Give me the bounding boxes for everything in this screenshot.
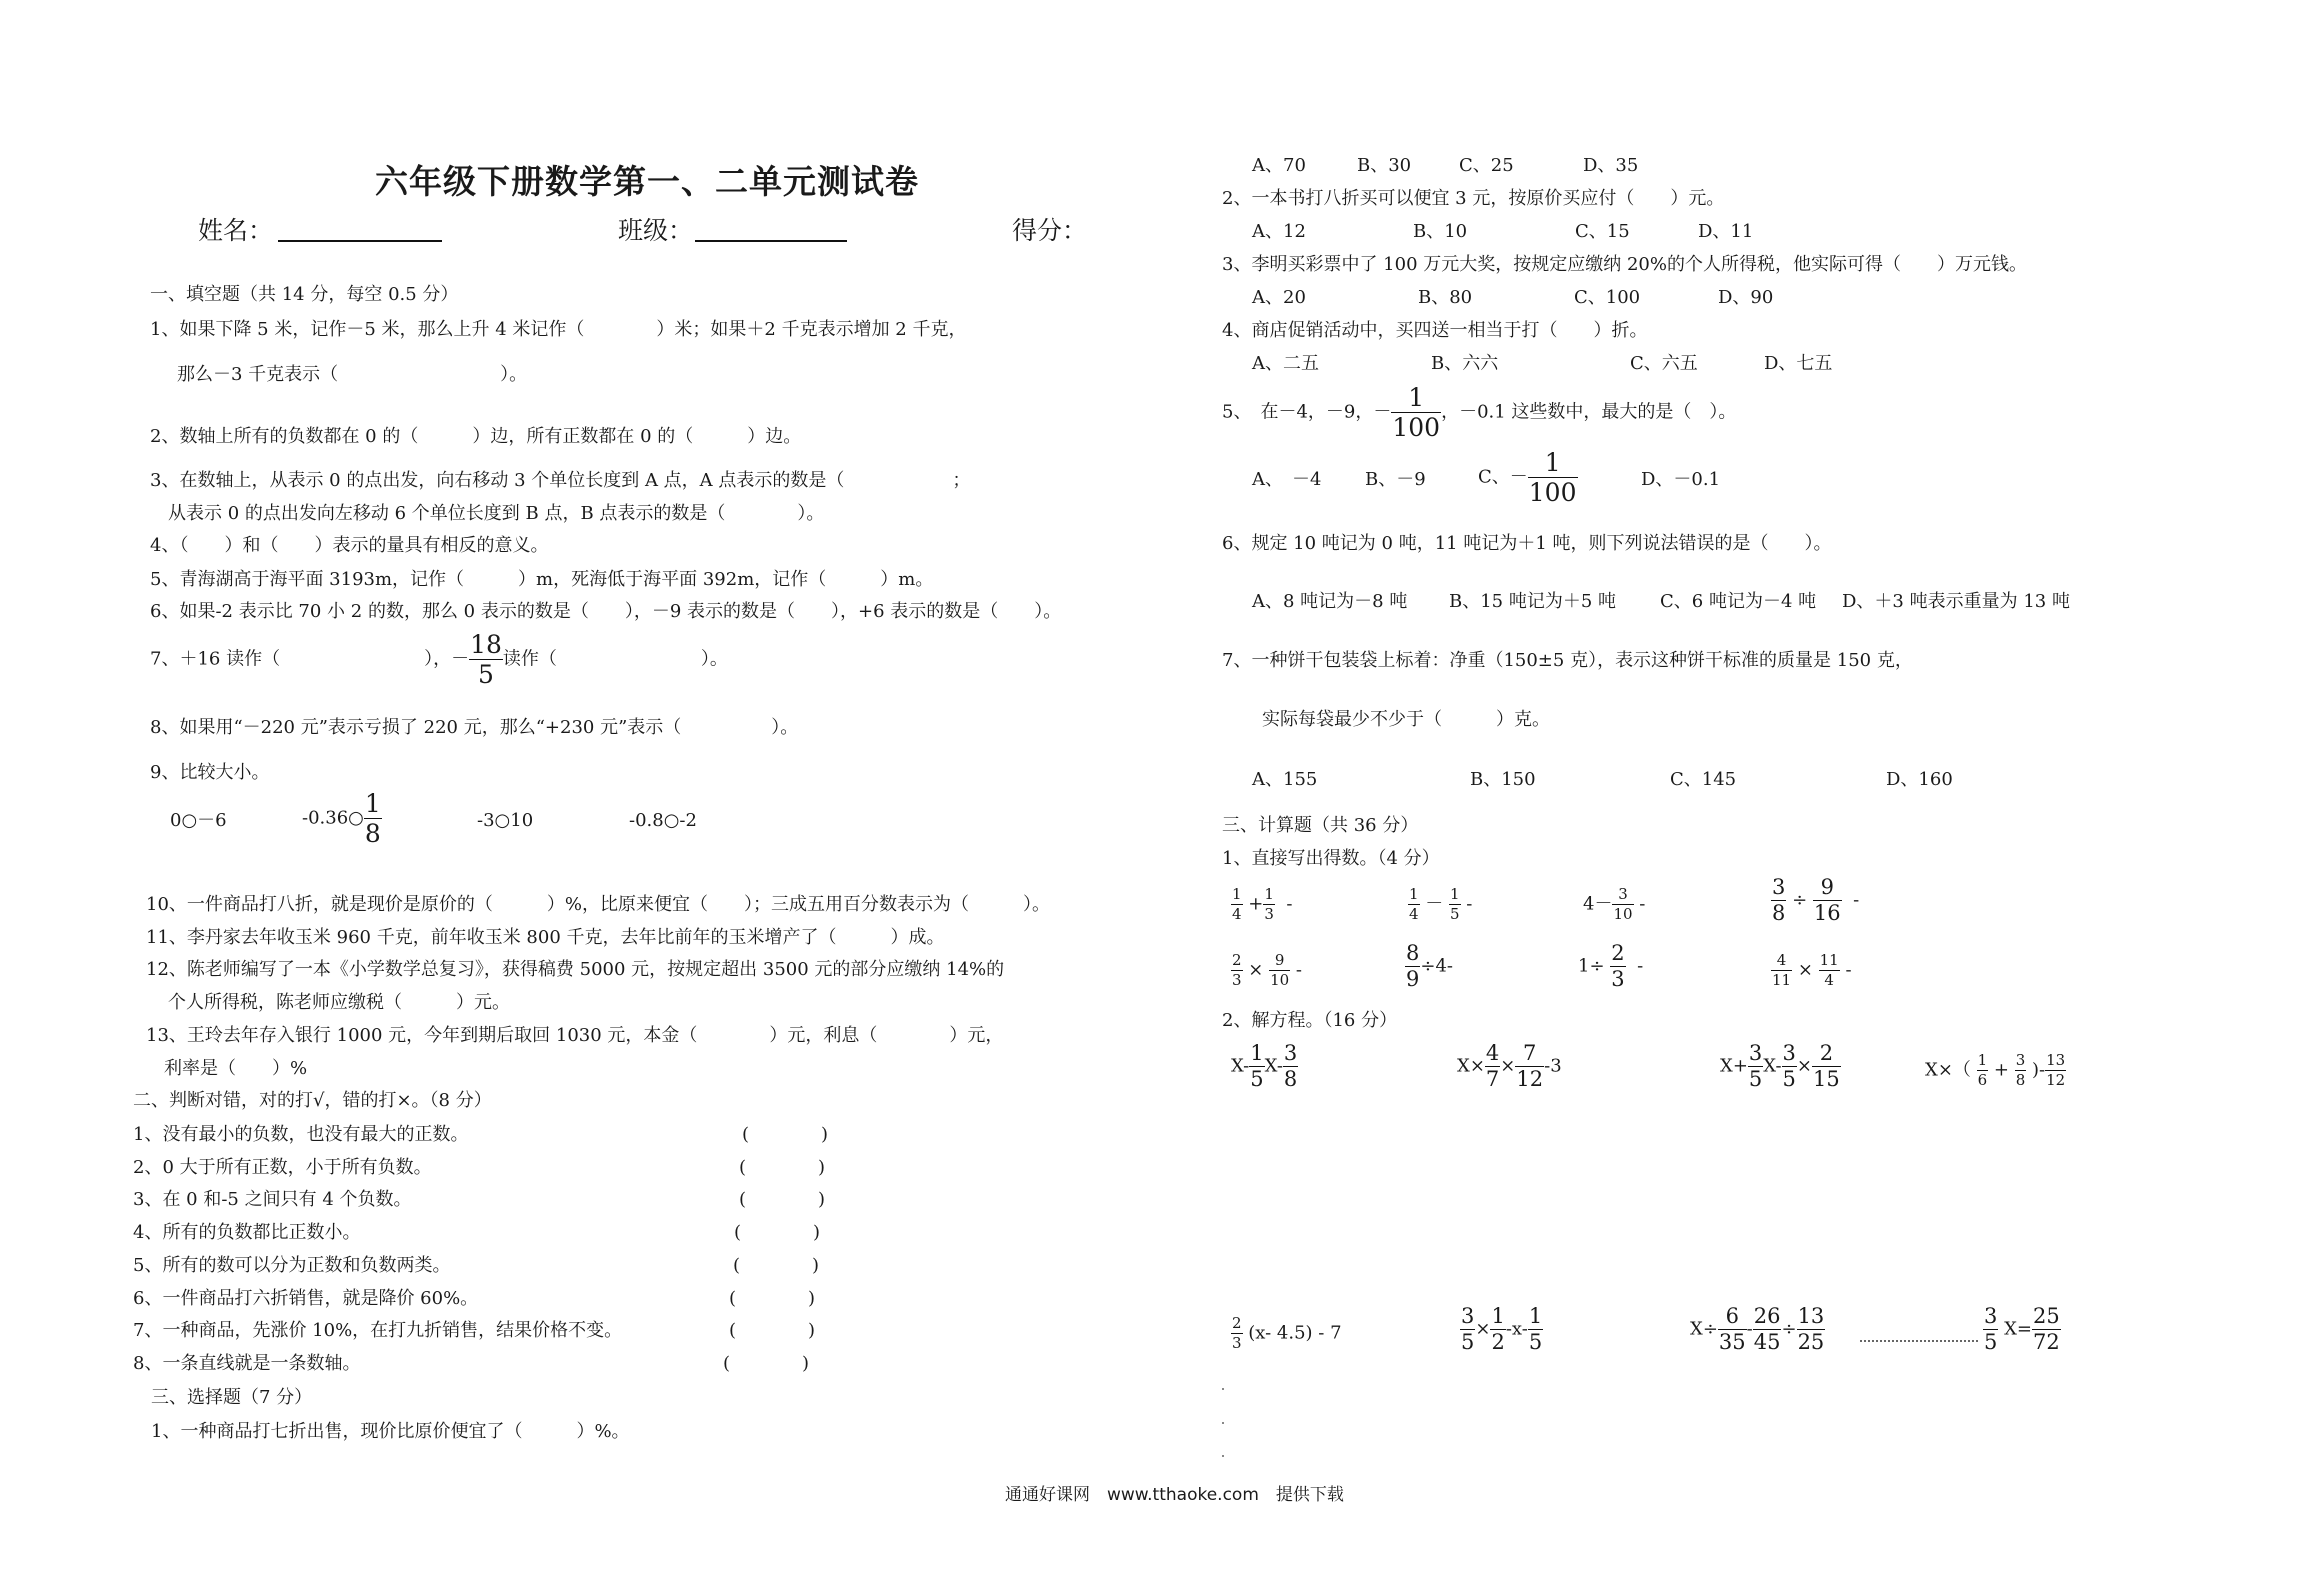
option bbox=[1478, 450, 1578, 505]
name-label: 姓名： bbox=[198, 216, 274, 245]
compare-item-3: -3○10 bbox=[477, 810, 534, 831]
name-field[interactable] bbox=[278, 240, 442, 242]
question-11: 11、李丹家去年收玉米 960 千克，前年收玉米 800 千克，去年比前年的玉米增产了（ ）成。 bbox=[146, 927, 945, 948]
question-12: 12、陈老师编写了一本《小学数学总复习》，获得稿费 5000 元，按规定超出 3500 元的部分应缴纳 14%的 bbox=[146, 959, 1005, 980]
question-10: 10、一件商品打八折，就是现价是原价的（ ）%，比原来便宜（ ）；三成五用百分数表示为（ ）。 bbox=[146, 894, 1051, 915]
option: B、六六 bbox=[1431, 353, 1499, 374]
section-heading: 三、计算题（共 36 分） bbox=[1222, 815, 1419, 836]
judge-item: 1、没有最小的负数，也没有最大的正数。 bbox=[133, 1124, 469, 1145]
section-heading: 一、填空题（共 14 分，每空 0.5 分） bbox=[150, 284, 459, 305]
footer-credit: 通通好课网 www.tthaoke.com 提供下载 bbox=[1005, 1485, 1344, 1505]
equation: X+ $\frac{3}{5}$ X- $\frac{3}{5}$ × $\frac{2}{15}$ bbox=[1720, 1041, 1840, 1091]
question-3: 3、在数轴上，从表示 0 的点出发，向右移动 3 个单位长度到 A 点，A 点表示的数是（ ； bbox=[150, 470, 971, 491]
dotted-line bbox=[1860, 1340, 1978, 1342]
option: B、10 bbox=[1413, 221, 1468, 242]
sub-heading: 2、解方程。（16 分） bbox=[1222, 1010, 1398, 1031]
question-7-text: 7、＋16 读作（ ），－ bbox=[150, 648, 470, 670]
judge-answer-paren[interactable]: ( ) bbox=[734, 1222, 821, 1243]
option-text: C、－ bbox=[1478, 466, 1528, 488]
judge-answer-paren[interactable]: ( ) bbox=[729, 1320, 816, 1341]
math-expression: $\frac{2}{3}$ × $\frac{9}{10}$ - bbox=[1232, 951, 1302, 989]
option: D、160 bbox=[1886, 769, 1953, 790]
option: D、11 bbox=[1698, 221, 1754, 242]
question-4: 4、（ ）和（ ）表示的量具有相反的意义。 bbox=[150, 535, 549, 556]
choice-question-6: 6、规定 10 吨记为 0 吨，11 吨记为＋1 吨，则下列说法错误的是（ ）。 bbox=[1222, 533, 1832, 554]
judge-answer-paren[interactable]: ( ) bbox=[729, 1288, 816, 1309]
judge-item: 5、所有的数可以分为正数和负数两类。 bbox=[133, 1255, 451, 1276]
scan-speck bbox=[1222, 1455, 1224, 1457]
option: A、8 吨记为－8 吨 bbox=[1252, 591, 1408, 612]
question-7 bbox=[150, 632, 728, 687]
math-expression: $\frac{4}{11}$ × $\frac{11}{4}$ - bbox=[1772, 951, 1852, 989]
choice-question-7-cont: 实际每袋最少不少于（ ）克。 bbox=[1262, 709, 1550, 730]
judge-item: 7、一种商品，先涨价 10%，在打九折销售，结果价格不变。 bbox=[133, 1320, 623, 1341]
option: A、二五 bbox=[1252, 353, 1319, 374]
fraction: $\frac{1}{100}$ bbox=[1528, 448, 1577, 507]
question-9: 9、比较大小。 bbox=[150, 762, 270, 783]
question-12-cont: 个人所得税，陈老师应缴税（ ）元。 bbox=[168, 992, 510, 1013]
question-text: 5、 在－4，－9，－ bbox=[1222, 401, 1392, 423]
scan-speck bbox=[1222, 1388, 1224, 1390]
equation: $\frac{3}{5}$ × $\frac{1}{2}$ -x- $\frac{1}{5}$ bbox=[1461, 1304, 1543, 1354]
option: B、15 吨记为＋5 吨 bbox=[1449, 591, 1617, 612]
equation: X× $\frac{4}{7}$ × $\frac{7}{12}$ -3 bbox=[1457, 1041, 1562, 1091]
option: B、30 bbox=[1357, 155, 1412, 176]
question-3-cont: 从表示 0 的点出发向左移动 6 个单位长度到 B 点，B 点表示的数是（ ）。 bbox=[168, 503, 825, 524]
option: C、25 bbox=[1459, 155, 1514, 176]
section-heading: 三、选择题（7 分） bbox=[151, 1387, 313, 1408]
equation: X×（ $\frac{1}{6}$ + $\frac{3}{8}$ )- $\frac{13}{12}$ bbox=[1925, 1051, 2066, 1089]
judge-answer-paren[interactable]: ( ) bbox=[739, 1157, 826, 1178]
judge-item: 3、在 0 和-5 之间只有 4 个负数。 bbox=[133, 1189, 412, 1210]
question-13: 13、王玲去年存入银行 1000 元，今年到期后取回 1030 元，本金（ ）元，利息（ ）元， bbox=[146, 1025, 1004, 1046]
sub-heading: 1、直接写出得数。（4 分） bbox=[1222, 848, 1440, 869]
choice-question-1: 1、一种商品打七折出售，现价比原价便宜了（ ）%。 bbox=[151, 1421, 630, 1442]
option: D、90 bbox=[1718, 287, 1774, 308]
judge-answer-paren[interactable]: ( ) bbox=[723, 1353, 810, 1374]
choice-question-3: 3、李明买彩票中了 100 万元大奖，按规定应缴纳 20%的个人所得税，他实际可得（ ）万元钱。 bbox=[1222, 254, 2027, 275]
option: A、12 bbox=[1252, 221, 1306, 242]
section-heading: 二、判断对错，对的打√，错的打×。（8 分） bbox=[133, 1090, 492, 1111]
score-label: 得分： bbox=[1012, 216, 1088, 245]
compare-item-1: 0○－6 bbox=[170, 810, 227, 831]
option: D、－0.1 bbox=[1641, 469, 1721, 490]
fraction: $\frac{1}{100}$ bbox=[1392, 383, 1441, 442]
option: C、15 bbox=[1575, 221, 1630, 242]
option: C、145 bbox=[1670, 769, 1737, 790]
equation: $\frac{2}{3}$ (x- 4.5) - 7 bbox=[1232, 1314, 1342, 1352]
math-expression: $\frac{1}{4}$ － $\frac{1}{5}$ - bbox=[1409, 885, 1473, 923]
option: A、70 bbox=[1252, 155, 1306, 176]
option: C、6 吨记为－4 吨 bbox=[1660, 591, 1817, 612]
judge-answer-paren[interactable]: ( ) bbox=[739, 1189, 826, 1210]
judge-item: 4、所有的负数都比正数小。 bbox=[133, 1222, 361, 1243]
class-label: 班级： bbox=[618, 216, 694, 245]
judge-item: 6、一件商品打六折销售，就是降价 60%。 bbox=[133, 1288, 479, 1309]
option: D、七五 bbox=[1764, 353, 1833, 374]
choice-question-7: 7、一种饼干包装袋上标着：净重（150±5 克），表示这种饼干标准的质量是 150 克， bbox=[1222, 650, 1913, 671]
option: C、六五 bbox=[1630, 353, 1698, 374]
option: B、80 bbox=[1418, 287, 1473, 308]
question-1-cont: 那么－3 千克表示（ ）。 bbox=[177, 364, 528, 385]
question-5: 5、青海湖高于海平面 3193m，记作（ ）m，死海低于海平面 392m，记作（ ）m。 bbox=[150, 569, 934, 590]
judge-item: 8、一条直线就是一条数轴。 bbox=[133, 1353, 361, 1374]
option: C、100 bbox=[1574, 287, 1641, 308]
math-expression: $\frac{3}{8}$ ÷ $\frac{9}{16}$ - bbox=[1772, 875, 1860, 925]
choice-question-5 bbox=[1222, 385, 1736, 440]
judge-answer-paren[interactable]: ( ) bbox=[733, 1255, 820, 1276]
scan-speck bbox=[1222, 1422, 1224, 1424]
page-title: 六年级下册数学第一、二单元测试卷 bbox=[375, 162, 919, 201]
math-expression: 1÷ $\frac{2}{3}$ - bbox=[1578, 941, 1644, 991]
equation: X- $\frac{1}{5}$ X- $\frac{3}{8}$ bbox=[1231, 1041, 1298, 1091]
fraction: $\frac{18}{5}$ bbox=[470, 630, 502, 689]
math-expression: 4－ $\frac{3}{10}$ - bbox=[1583, 885, 1646, 923]
question-1: 1、如果下降 5 米，记作－5 米，那么上升 4 米记作（ ）米；如果＋2 千克表示增加 2 千克， bbox=[150, 319, 967, 340]
judge-item: 2、0 大于所有正数，小于所有负数。 bbox=[133, 1157, 432, 1178]
option: D、35 bbox=[1583, 155, 1639, 176]
option: A、155 bbox=[1252, 769, 1318, 790]
equation: $\frac{3}{5}$ X= $\frac{25}{72}$ bbox=[1984, 1304, 2060, 1354]
question-6: 6、如果-2 表示比 70 小 2 的数，那么 0 表示的数是（ ），－9 表示的数是（ ），+6 表示的数是（ ）。 bbox=[150, 601, 1062, 622]
fraction: $\frac{1}{8}$ bbox=[364, 789, 381, 848]
judge-answer-paren[interactable]: ( ) bbox=[742, 1124, 829, 1145]
math-expression: $\frac{1}{4}$ + $\frac{1}{3}$ - bbox=[1232, 885, 1293, 923]
question-7-text-end: 读作（ ）。 bbox=[502, 648, 728, 670]
question-2: 2、数轴上所有的负数都在 0 的（ ）边，所有正数都在 0 的（ ）边。 bbox=[150, 426, 802, 447]
class-field[interactable] bbox=[695, 240, 847, 242]
option: B、－9 bbox=[1365, 469, 1426, 490]
option: A、20 bbox=[1252, 287, 1306, 308]
math-expression: $\frac{8}{9}$ ÷4- bbox=[1406, 941, 1453, 991]
choice-question-4: 4、商店促销活动中，买四送一相当于打（ ）折。 bbox=[1222, 320, 1648, 341]
option: D、＋3 吨表示重量为 13 吨 bbox=[1842, 591, 2070, 612]
compare-item-4: -0.8○-2 bbox=[629, 810, 697, 831]
option: B、150 bbox=[1470, 769, 1536, 790]
compare-item-2 bbox=[302, 791, 382, 846]
question-8: 8、如果用“－220 元”表示亏损了 220 元，那么“+230 元”表示（ ）。 bbox=[150, 717, 799, 738]
compare-item-text: -0.36○ bbox=[302, 807, 364, 829]
question-text-end: ，－0.1 这些数中，最大的是（ ）。 bbox=[1441, 401, 1737, 423]
choice-question-2: 2、一本书打八折买可以便宜 3 元，按原价买应付（ ）元。 bbox=[1222, 188, 1725, 209]
option: A、 －4 bbox=[1252, 469, 1322, 490]
question-13-cont: 利率是（ ）% bbox=[164, 1058, 308, 1079]
equation: X÷ $\frac{6}{35}$ - $\frac{26}{45}$ ÷ $\frac{13}{25}$ bbox=[1690, 1304, 1825, 1354]
